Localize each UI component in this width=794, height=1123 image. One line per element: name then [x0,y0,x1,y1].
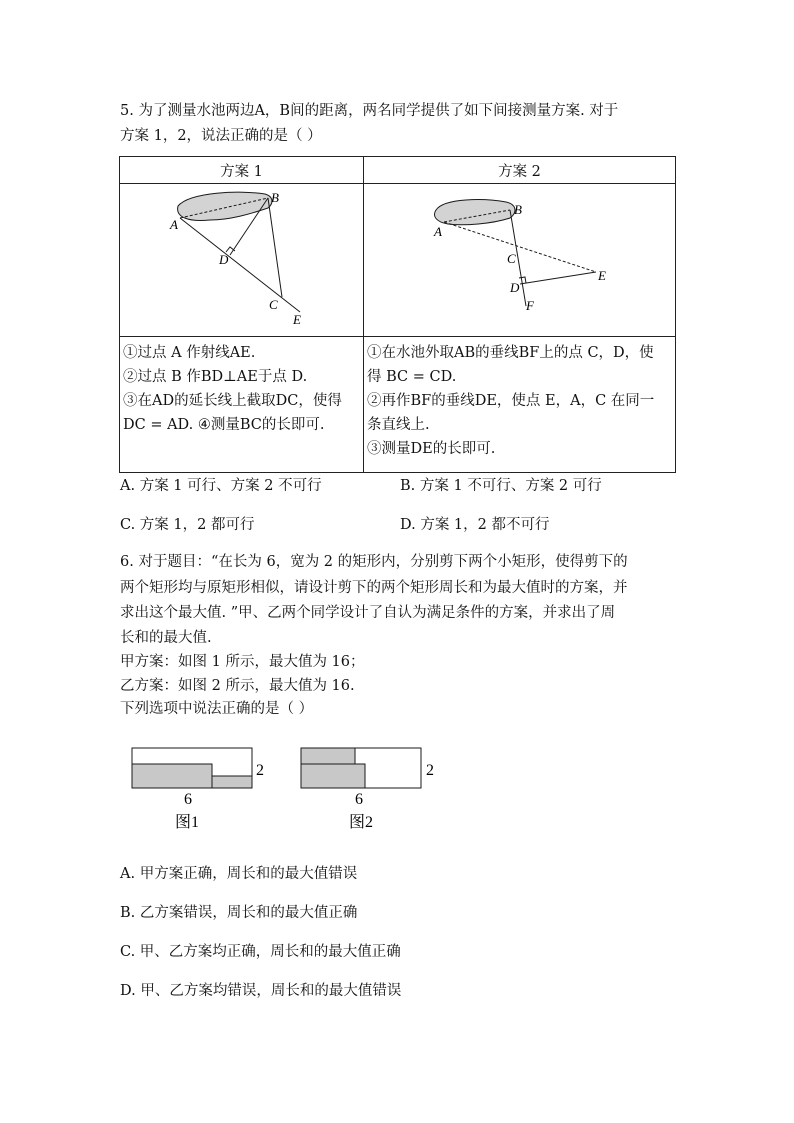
scheme2-steps [364,337,676,473]
scheme1-step-4: DC = AD. ④测量BC的长即可. [123,417,325,433]
label-C-2: C [507,251,516,266]
scheme1-step-1: ①过点 A 作射线AE. [123,345,256,361]
segment-AE [444,222,596,272]
fig2-width-label: 6 [355,791,363,808]
scheme1-steps [120,337,364,473]
ray-AE [180,218,300,312]
label-A-2: A [434,224,442,239]
q5-scheme-table [119,156,676,473]
q6-option-d[interactable]: D. 甲、乙方案均错误，周长和的最大值错误 [120,983,402,999]
fig1-cut-large [132,764,212,788]
scheme1-figure-cell [120,184,364,337]
scheme2-step-2: ②再作BF的垂线DE，使点 E，A，C 在同一 [367,393,655,409]
q6-stem-line3: 求出这个最大值. ”甲、乙两个同学设计了自认为满足条件的方案，并求出了周 [120,605,616,621]
scheme1-figure [120,184,362,332]
q6-question: 下列选项中说法正确的是（ ） [120,701,314,717]
scheme1-header: 方案 1 [120,157,364,184]
fig1-caption: 图1 [175,814,200,831]
label-D-2: D [510,280,520,295]
q6-option-a[interactable]: A. 甲方案正确，周长和的最大值错误 [120,866,358,882]
segment-BC [268,198,282,297]
pond-shape-2 [435,200,515,225]
q6-stem-line1: 6. 对于题目：“在长为 6，宽为 2 的矩形内，分别剪下两个小矩形，使得剪下的 [120,554,628,570]
q6-stem-line4: 长和的最大值. [120,630,212,646]
q6-stem-line2: 两个矩形均与原矩形相似，请设计剪下的两个矩形周长和为最大值时的方案，并 [120,580,628,596]
label-A: A [170,217,178,232]
fig2-caption: 图2 [349,814,374,831]
fig2-height-label: 2 [426,762,434,779]
q5-stem-line2: 方案 1，2，说法正确的是（ ） [120,128,322,144]
q5-option-d[interactable]: D. 方案 1，2 都不可行 [400,517,550,533]
scheme2-header: 方案 2 [364,157,676,184]
q5-option-c[interactable]: C. 方案 1，2 都可行 [120,517,255,533]
label-B-2: B [514,202,522,217]
scheme1-step-2: ②过点 B 作BD⊥AE于点 D. [123,369,308,385]
fig1-width-label: 6 [184,791,192,808]
fig2-cut-bottom [301,764,365,788]
label-E-2: E [598,268,606,283]
scheme2-figure [364,184,674,332]
label-F-2: F [526,298,534,313]
scheme2-step-3: ③测量DE的长即可. [367,441,496,457]
q6-plan-yi: 乙方案：如图 2 所示，最大值为 16. [120,678,355,694]
scheme2-figure-cell [364,184,676,337]
fig1-height-label: 2 [256,762,264,779]
scheme2-step-2b: 条直线上. [367,417,430,433]
label-D: D [219,252,229,267]
q5-option-a[interactable]: A. 方案 1 可行、方案 2 不可行 [120,478,322,494]
label-C: C [269,297,278,312]
segment-DE [520,272,596,284]
label-B: B [271,190,279,205]
scheme1-step-3: ③在AD的延长线上截取DC，使得 [123,393,342,409]
q5-option-b[interactable]: B. 方案 1 不可行、方案 2 可行 [400,478,602,494]
q6-plan-jia: 甲方案：如图 1 所示，最大值为 16； [120,654,365,670]
scheme2-step-1: ①在水池外取AB的垂线BF上的点 C，D，使 [367,345,654,361]
label-E: E [293,312,301,327]
fig2-cut-top [301,748,355,764]
scheme2-step-1b: 得 BC = CD. [367,369,457,385]
q6-option-b[interactable]: B. 乙方案错误，周长和的最大值正确 [120,905,358,921]
q6-figures [120,740,450,835]
q5-stem-line1: 5. 为了测量水池两边A，B间的距离，两名同学提供了如下间接测量方案. 对于 [120,103,619,119]
q6-option-c[interactable]: C. 甲、乙方案均正确，周长和的最大值正确 [120,944,401,960]
pond-shape [178,192,272,220]
fig1-cut-small [212,776,252,788]
